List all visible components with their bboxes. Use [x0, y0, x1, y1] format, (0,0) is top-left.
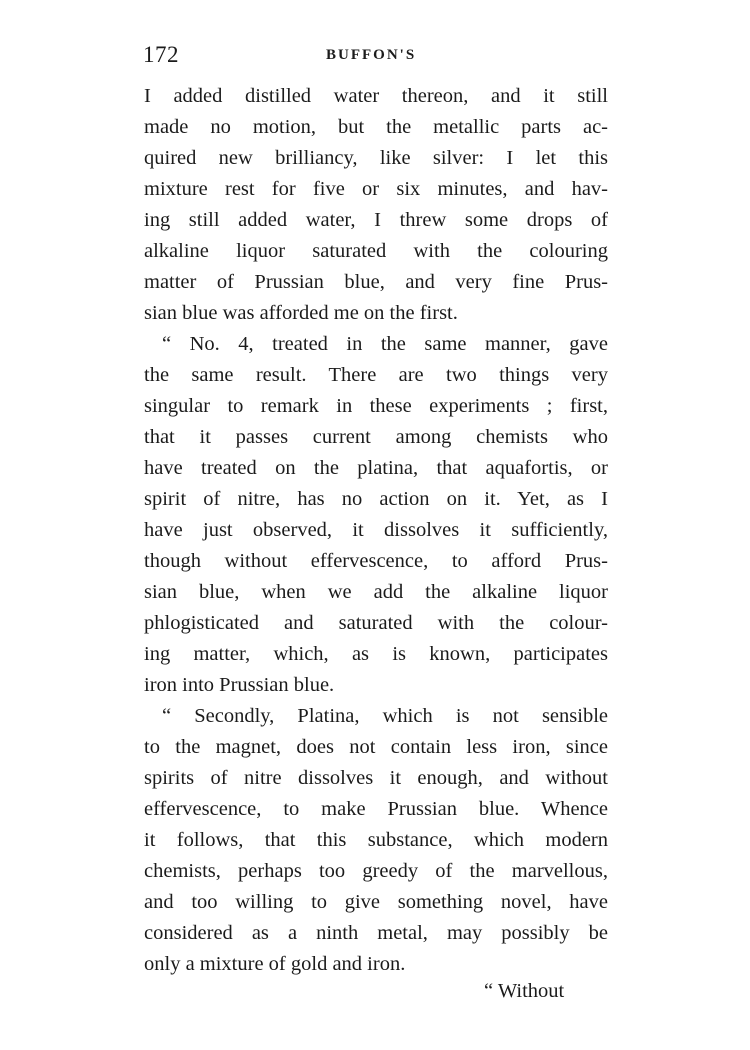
text-line: and too willing to give something novel, have [144, 891, 608, 913]
text-line: the same result. There are two things very [144, 364, 608, 386]
text-line: made no motion, but the metallic parts ac- [144, 116, 608, 138]
running-head: BUFFON'S [326, 47, 417, 63]
paragraph [144, 701, 608, 980]
text-line: alkaline liquor saturated with the colouring [144, 240, 608, 262]
page-header [143, 42, 608, 72]
text-line: quired new brilliancy, like silver: I let this [144, 147, 608, 169]
text-line: phlogisticated and saturated with the colour- [144, 612, 608, 634]
text-line: ing still added water, I threw some drops of [144, 209, 608, 231]
text-line: though without effervescence, to afford Prus- [144, 550, 608, 572]
paragraph [144, 81, 608, 329]
page-number: 172 [143, 42, 179, 67]
text-line: have just observed, it dissolves it sufficiently, [144, 519, 608, 541]
text-line: ing matter, which, as is known, participates [144, 643, 608, 665]
text-line: “ Secondly, Platina, which is not sensible [162, 705, 608, 727]
text-line: matter of Prussian blue, and very fine Prus- [144, 271, 608, 293]
paragraph [144, 329, 608, 701]
text-line: iron into Prussian blue. [144, 674, 335, 696]
text-line: effervescence, to make Prussian blue. Whence [144, 798, 608, 820]
text-line: only a mixture of gold and iron. [144, 953, 406, 975]
text-line: it follows, that this substance, which modern [144, 829, 608, 851]
text-line: to the magnet, does not contain less iron, since [144, 736, 608, 758]
text-line: that it passes current among chemists who [144, 426, 608, 448]
text-line: mixture rest for five or six minutes, and hav- [144, 178, 608, 200]
text-line: singular to remark in these experiments ; first, [144, 395, 608, 417]
text-line: sian blue, when we add the alkaline liquor [144, 581, 608, 603]
catchword: “ Without [484, 980, 565, 1002]
text-line: I added distilled water thereon, and it still [144, 85, 608, 107]
text-line: “ No. 4, treated in the same manner, gave [162, 333, 608, 355]
text-line: chemists, perhaps too greedy of the marvellous, [144, 860, 608, 882]
text-line: spirits of nitre dissolves it enough, and without [144, 767, 608, 789]
text-line: sian blue was afforded me on the first. [144, 302, 458, 324]
text-line: considered as a ninth metal, may possibly be [144, 922, 608, 944]
text-line: have treated on the platina, that aquafortis, or [144, 457, 608, 479]
text-line: spirit of nitre, has no action on it. Yet, as I [144, 488, 608, 510]
body-text [144, 81, 608, 980]
